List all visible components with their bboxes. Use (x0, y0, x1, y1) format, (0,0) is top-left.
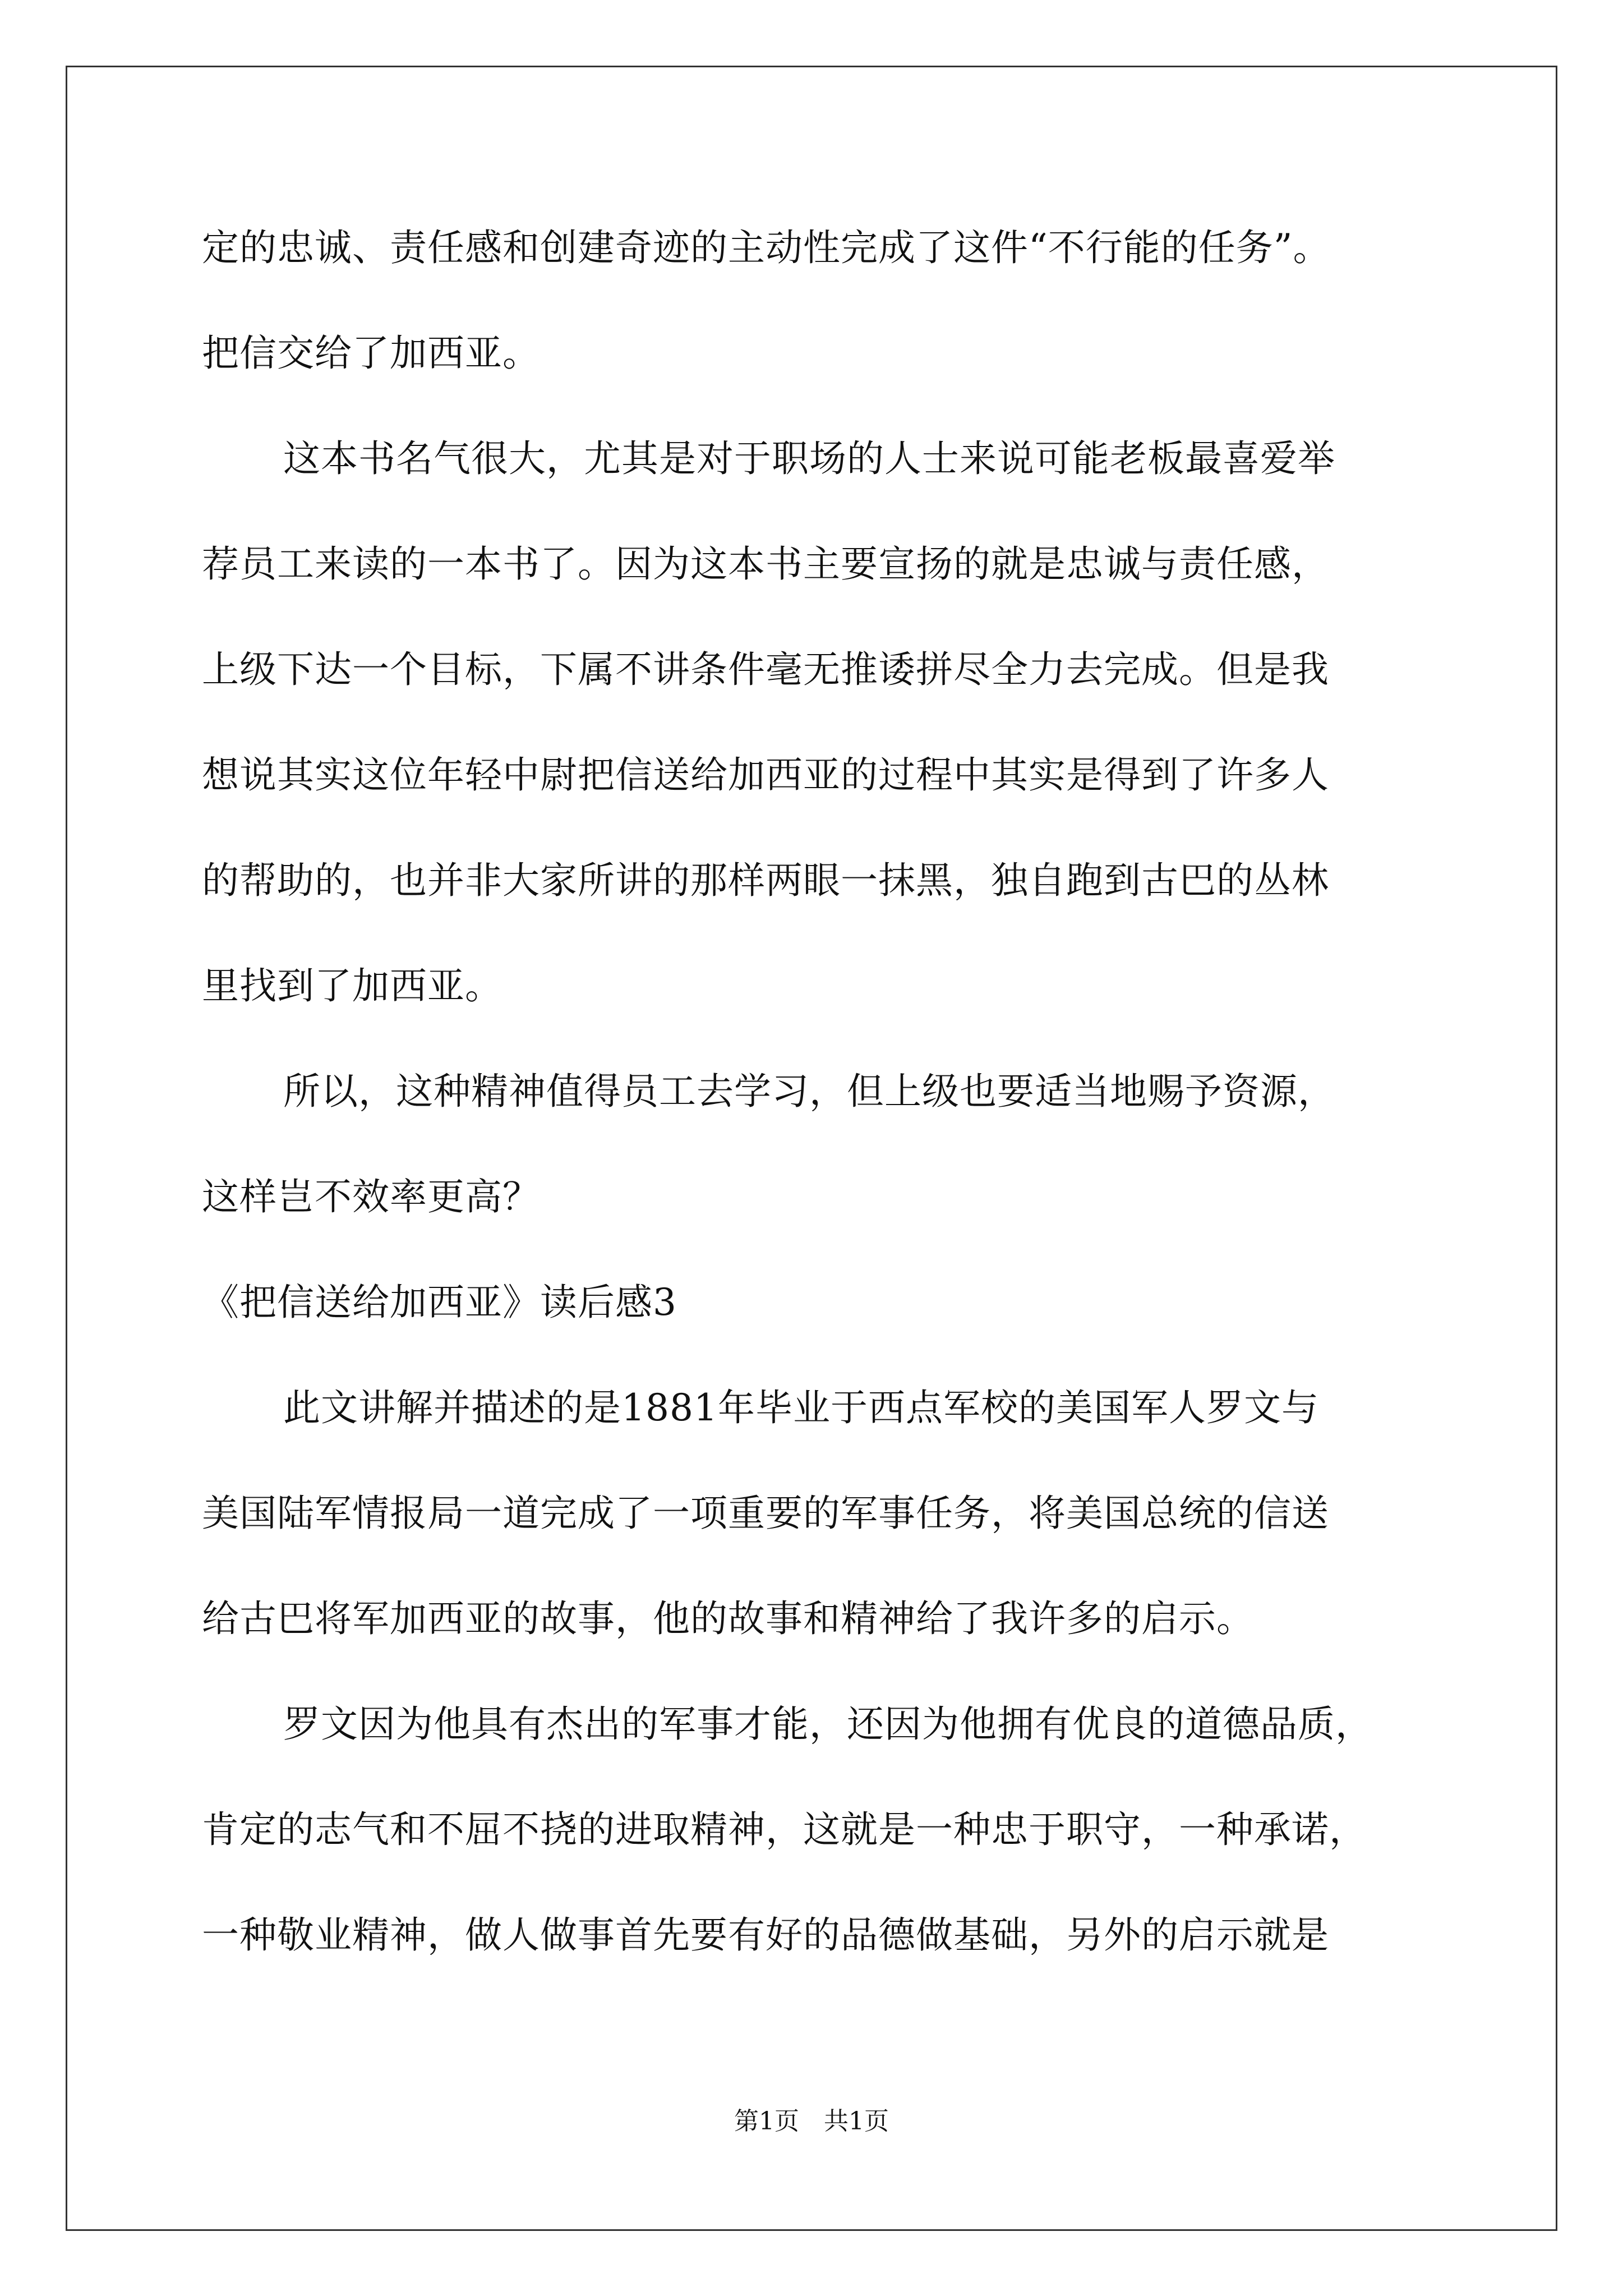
text-line-16: 肯定的志气和不屈不挠的进取精神，这就是一种忠于职守，一种承诺， (202, 1808, 1367, 1851)
text-line-14: 给古巴将军加西亚的故事，他的故事和精神给了我许多的启示。 (202, 1597, 1254, 1640)
text-line-10: 这样岂不效率更高？ (202, 1175, 540, 1218)
text-line-1: 定的忠诚、责任感和创建奇迹的主动性完成了这件“不行能的任务”。 (202, 226, 1331, 269)
text-line-17: 一种敬业精神，做人做事首先要有好的品德做基础，另外的启示就是 (202, 1913, 1329, 1957)
section-heading: 《把信送给加西亚》读后感3 (202, 1281, 677, 1324)
paragraph-start-3: 此文讲解并描述的是1881年毕业于西点军校的美国军人罗文与 (283, 1386, 1319, 1429)
text-line-6: 想说其实这位年轻中尉把信送给加西亚的过程中其实是得到了许多人 (202, 753, 1329, 797)
paragraph-start-1: 这本书名气很大，尤其是对于职场的人士来说可能老板最喜爱举 (283, 437, 1335, 480)
page-border (66, 66, 1557, 2231)
text-line-13: 美国陆军情报局一道完成了一项重要的军事任务，将美国总统的信送 (202, 1492, 1329, 1535)
text-line-4: 荐员工来读的一本书了。因为这本书主要宣扬的就是忠诚与责任感， (202, 542, 1329, 586)
text-line-8: 里找到了加西亚。 (202, 964, 502, 1007)
text-line-2: 把信交给了加西亚。 (202, 332, 540, 375)
paragraph-start-2: 所以，这种精神值得员工去学习，但上级也要适当地赐予资源， (283, 1070, 1335, 1113)
paragraph-start-4: 罗文因为他具有杰出的军事才能，还因为他拥有优良的道德品质， (283, 1703, 1373, 1746)
page-footer: 第1页 共1页 (734, 2107, 889, 2136)
text-line-5: 上级下达一个目标，下属不讲条件毫无推诿拼尽全力去完成。但是我 (202, 648, 1329, 691)
text-line-7: 的帮助的，也并非大家所讲的那样两眼一抹黑，独自跑到古巴的丛林 (202, 859, 1329, 902)
